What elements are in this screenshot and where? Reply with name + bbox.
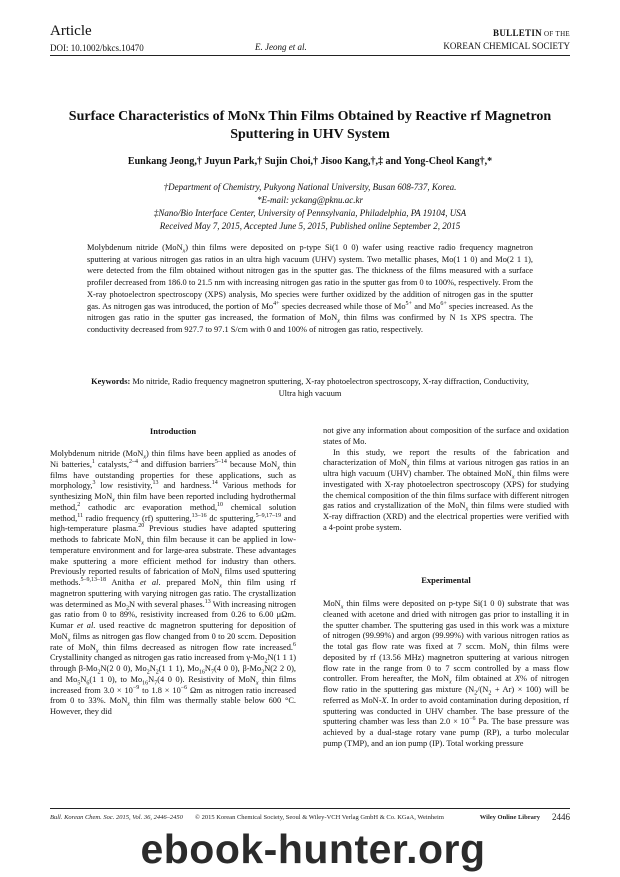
journal-name-line2: KOREAN CHEMICAL SOCIETY	[443, 41, 570, 51]
journal-name-line1-rest: OF THE	[541, 30, 570, 38]
experimental-body: MoN$_x$ thin films were deposited on p-type Si(1 0 0) substrate that was cleaned with acetone and dried with nitrogen gas prior to installing it in the sputter chamber. The sputtering gas used in this work was a mixture of nitrogen (99.99%) and argon (99.99%) with various nitrogen ratios as the total gas flow rate was fixed at 7 sccm. MoN$_x$ thin films were deposited by rf (13.56 MHz) magnetron sputtering at various nitrogen flow rate in the range from 0 to 7 sccm controlled by a mass flow controller. From hereafter, the MoN$_x$ film obtained at X% of nitrogen flow ratio in the sputtering gas mixture $(N_2/(N_2 + Ar) \times 100)$ will be referred as MoN-X. In order to avoid contamination during deposition, rf sputtering was conducted in UHV chamber. The base pressure of the sputtering chamber was less than $2.0 \times 10^{-6}$ Pa. The base pressure was achieved by a dual-stage rotary vane pump (RP), a turbo molecular pump (TMP), and an ion pump (IP). Total working pressure	[323, 599, 569, 748]
paper-title	[60, 108, 560, 144]
footer-citation: Bull. Korean Chem. Soc. 2015, Vol. 36, 2446–2450	[50, 814, 183, 821]
paper-title-text: Surface Characteristics of MoNx Thin Films Obtained by Reactive rf Magnetron Sputtering in UHV System	[68, 109, 552, 142]
corresponding-email[interactable]: *E-mail: yckang@pknu.ac.kr	[257, 195, 363, 205]
page-number: 2446	[552, 812, 570, 822]
doi[interactable]: DOI: 10.1002/bkcs.10470	[50, 43, 144, 53]
journal-name-line1-bold: BULLETIN	[493, 28, 542, 38]
right-column-body: not give any information about composition of the surface and oxidation states of Mo. In this study, we report the results of the fabrication and characterization of MoN$_x$ thin films at various nitrogen gas ratios in an ultra high vacuum (UHV) chamber. The obtained MoN$_x$ thin films were investigated with X-ray photoelectron spectroscopy (XPS) for studying the chemical composition of the thin films surface with different nitrogen gas ratios and crystallization of the MoN$_x$ thin films were studied with X-ray diffraction (XRD) and the electrical properties were verified with a 4-point probe system.	[323, 426, 569, 532]
watermark: ebook-hunter.org	[140, 826, 486, 872]
keywords-label: Keywords:	[91, 377, 131, 386]
keywords-text: Mo nitride, Radio frequency magnetron sputtering, X-ray photoelectron spectroscopy, X-ray diffraction, Conductivity, Ultra high vacuum	[132, 377, 529, 398]
keywords	[87, 376, 533, 400]
received-dates: Received May 7, 2015, Accepted June 5, 2015, Published online September 2, 2015	[159, 221, 461, 231]
journal-name	[443, 27, 570, 52]
running-author: E. Jeong et al.	[255, 42, 307, 52]
affiliation-1: †Department of Chemistry, Pukyong National University, Busan 608-737, Korea.	[163, 182, 457, 192]
abstract: Molybdenum nitride (MoN$_x$) thin films were deposited on p-type Si(1 0 0) wafer using reactive radio frequency magnetron sputtering at various nitrogen gas ratios in an ultra high vacuum (UHV) system. Two metallic phases, Mo(1 1 0) and Mo(2 1 1), were detected from the film obtained without nitrogen gas in the sputter gas. The thickness of the films measured with a surface profiler decreased from 186.0 to 21.5 nm with increasing nitrogen gas ratio in the sputter gas from 0 to 100%, respectively. From the X-ray photoelectron spectroscopy (XPS) analysis, Mo species were further oxidized by the addition of nitrogen gas in the sputter gas. As nitrogen gas was introduced, the portion of $Mo^{4+}$ species decreased while those of $Mo^{5+}$ and $Mo^{6+}$ species increased. As the nitrogen gas ratio in the sputter gas increased, the formation of MoN$_x$ thin films was confirmed by N 1s XPS spectra. The conductivity decreased from 927.7 to 97.1 S/cm with 0 and 100% of nitrogen gas ratio, respectively.	[87, 243, 533, 334]
article-header	[50, 22, 270, 53]
section-heading-introduction: Introduction	[149, 426, 197, 436]
author-list: Eunkang Jeong,† Juyun Park,† Sujin Choi,† Jisoo Kang,†,‡ and Yong-Cheol Kang†,*	[127, 156, 493, 167]
footer-copyright: © 2015 Korean Chemical Society, Seoul & Wiley-VCH Verlag GmbH & Co. KGaA, Weinheim	[195, 814, 444, 821]
footer-library[interactable]: Wiley Online Library	[479, 814, 540, 821]
affiliation-2: ‡Nano/Bio Interface Center, University of Pennsylvania, Philadelphia, PA 19104, USA	[153, 208, 467, 218]
footer-divider	[50, 808, 570, 809]
header-divider	[50, 55, 570, 56]
section-heading-experimental: Experimental	[421, 575, 471, 585]
left-column-body: Molybdenum nitride (MoN$_x$) thin films have been applied as anodes of Ni batteries,$^1$ catalysts,$^{2-4}$ and diffusion barriers$^{5-14}$ because MoN$_x$ thin films have outstanding properties for these applications, such as morphology,$^3$ low resistivity,$^{13}$ and hardness.$^{14}$ Various methods for synthesizing MoN$_x$ thin film have been reported including hydrothermal method,$^2$ cathodic arc evaporation method,$^{10}$ chemical solution method,$^{11}$ radio frequency (rf) sputtering,$^{13-16}$ dc sputtering,$^{5-9,17-19}$ and high-temperature plasma.$^{20}$ Previous studies have adapted sputtering methods to fabricate MoN$_x$ thin film because it can be applied in low-temperature environment and for large-area substrate. These advantages make sputtering a more efficient method for industry than others. Previously reported results of fabrication of MoN$_x$ films used sputtering methods.$^{5-9,13-18}$ Anitha et al. prepared MoN$_x$ thin film using rf magnetron sputtering with varying nitrogen gas ratio. The crystallization was determined as $Mo_2N$ with several phases.$^{13}$ With increasing nitrogen gas ratio from 0 to 89%, resistivity increased from 0.26 to 6.00 μΩm. Kumar et al. used reactive dc magnetron sputtering for deposition of MoN$_x$ films as nitrogen gas flow changed from 0 to 20 sccm. Deposition rate of MoN$_x$ thin films decreased as nitrogen flow rate increased.$^6$ Crystallinity changed as nitrogen gas ratio increased from $\gamma-Mo_2N(1$ 1 1) through $\beta-Mo_2N(2$ 0 0), $Mo_2N_2(1$ 1 1), $Mo_{16}N_7(4$ 0 0), $\beta-Mo_2N(2$ 2 0), and $Mo_5N_6(1$ 1 0), to $Mo_{16}N_7(4$ 0 0). Resistivity of MoN$_x$ thin films increased from $3.0 \times 10^{-9}$ to $1.8 \times 10^{-6}$ Ωm as nitrogen ratio increased from 0 to 33%. MoN$_x$ thin film was thermally stable below 600 °C. However, they did	[50, 449, 297, 716]
article-label: Article	[50, 23, 92, 39]
